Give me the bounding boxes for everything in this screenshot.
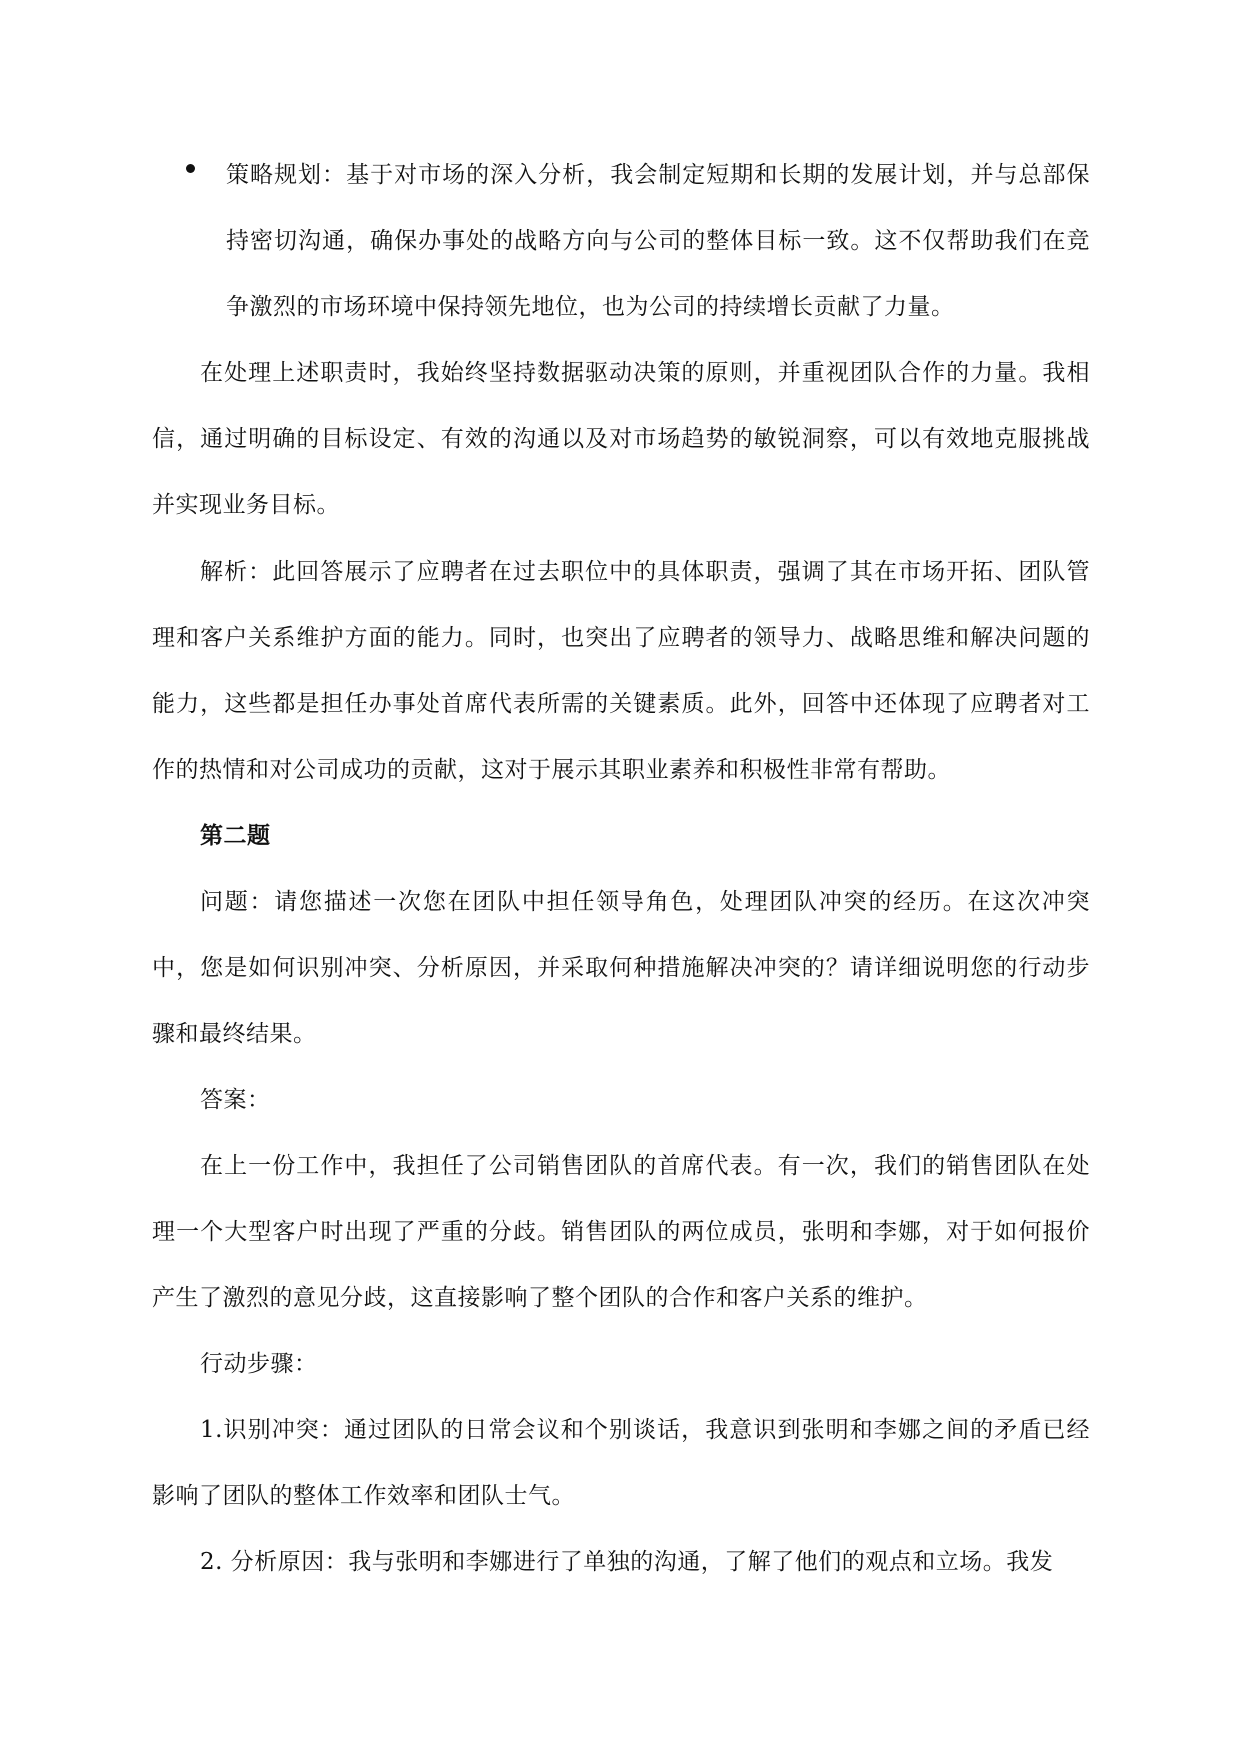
answer-label: 答案： [200,1087,271,1113]
section-heading: 第二题 [200,822,271,849]
steps-label: 行动步骤： [200,1351,318,1377]
step-2-paragraph: 2. 分析原因：我与张明和李娜进行了单独的沟通，了解了他们的观点和立场。我发 [200,1549,1054,1575]
question-paragraph: 问题：请您描述一次您在团队中担任领导角色，处理团队冲突的经历。在这次冲突中，您是如何识别冲突、分析原因，并采取何种措施解决冲突的？请详细说明您的行动步骤和最终结果。 [152,889,1090,1047]
bullet-text: 策略规划：基于对市场的深入分析，我会制定短期和长期的发展计划，并与总部保持密切沟通，确保办事处的战略方向与公司的整体目标一致。这不仅帮助我们在竞争激烈的市场环境中保持领先地位，也为公司的持续增长贡献了力量。 [226,162,1090,320]
analysis-paragraph: 解析：此回答展示了应聘者在过去职位中的具体职责，强调了其在市场开拓、团队管理和客户关系维护方面的能力。同时，也突出了应聘者的领导力、战略思维和解决问题的能力，这些都是担任办事处首席代表所需的关键素质。此外，回答中还体现了应聘者对工作的热情和对公司成功的贡献，这对于展示其职业素养和积极性非常有帮助。 [152,559,1090,783]
summary-paragraph: 在处理上述职责时，我始终坚持数据驱动决策的原则，并重视团队合作的力量。我相信，通过明确的目标设定、有效的沟通以及对市场趋势的敏锐洞察，可以有效地克服挑战并实现业务目标。 [152,360,1090,518]
bullet-dot-icon [186,164,195,173]
answer-intro-paragraph: 在上一份工作中，我担任了公司销售团队的首席代表。有一次，我们的销售团队在处理一个大型客户时出现了严重的分歧。销售团队的两位成员，张明和李娜，对于如何报价产生了激烈的意见分歧，这直接影响了整个团队的合作和客户关系的维护。 [152,1153,1090,1311]
step-1-paragraph: 1.识别冲突：通过团队的日常会议和个别谈话，我意识到张明和李娜之间的矛盾已经影响了团队的整体工作效率和团队士气。 [152,1417,1090,1509]
